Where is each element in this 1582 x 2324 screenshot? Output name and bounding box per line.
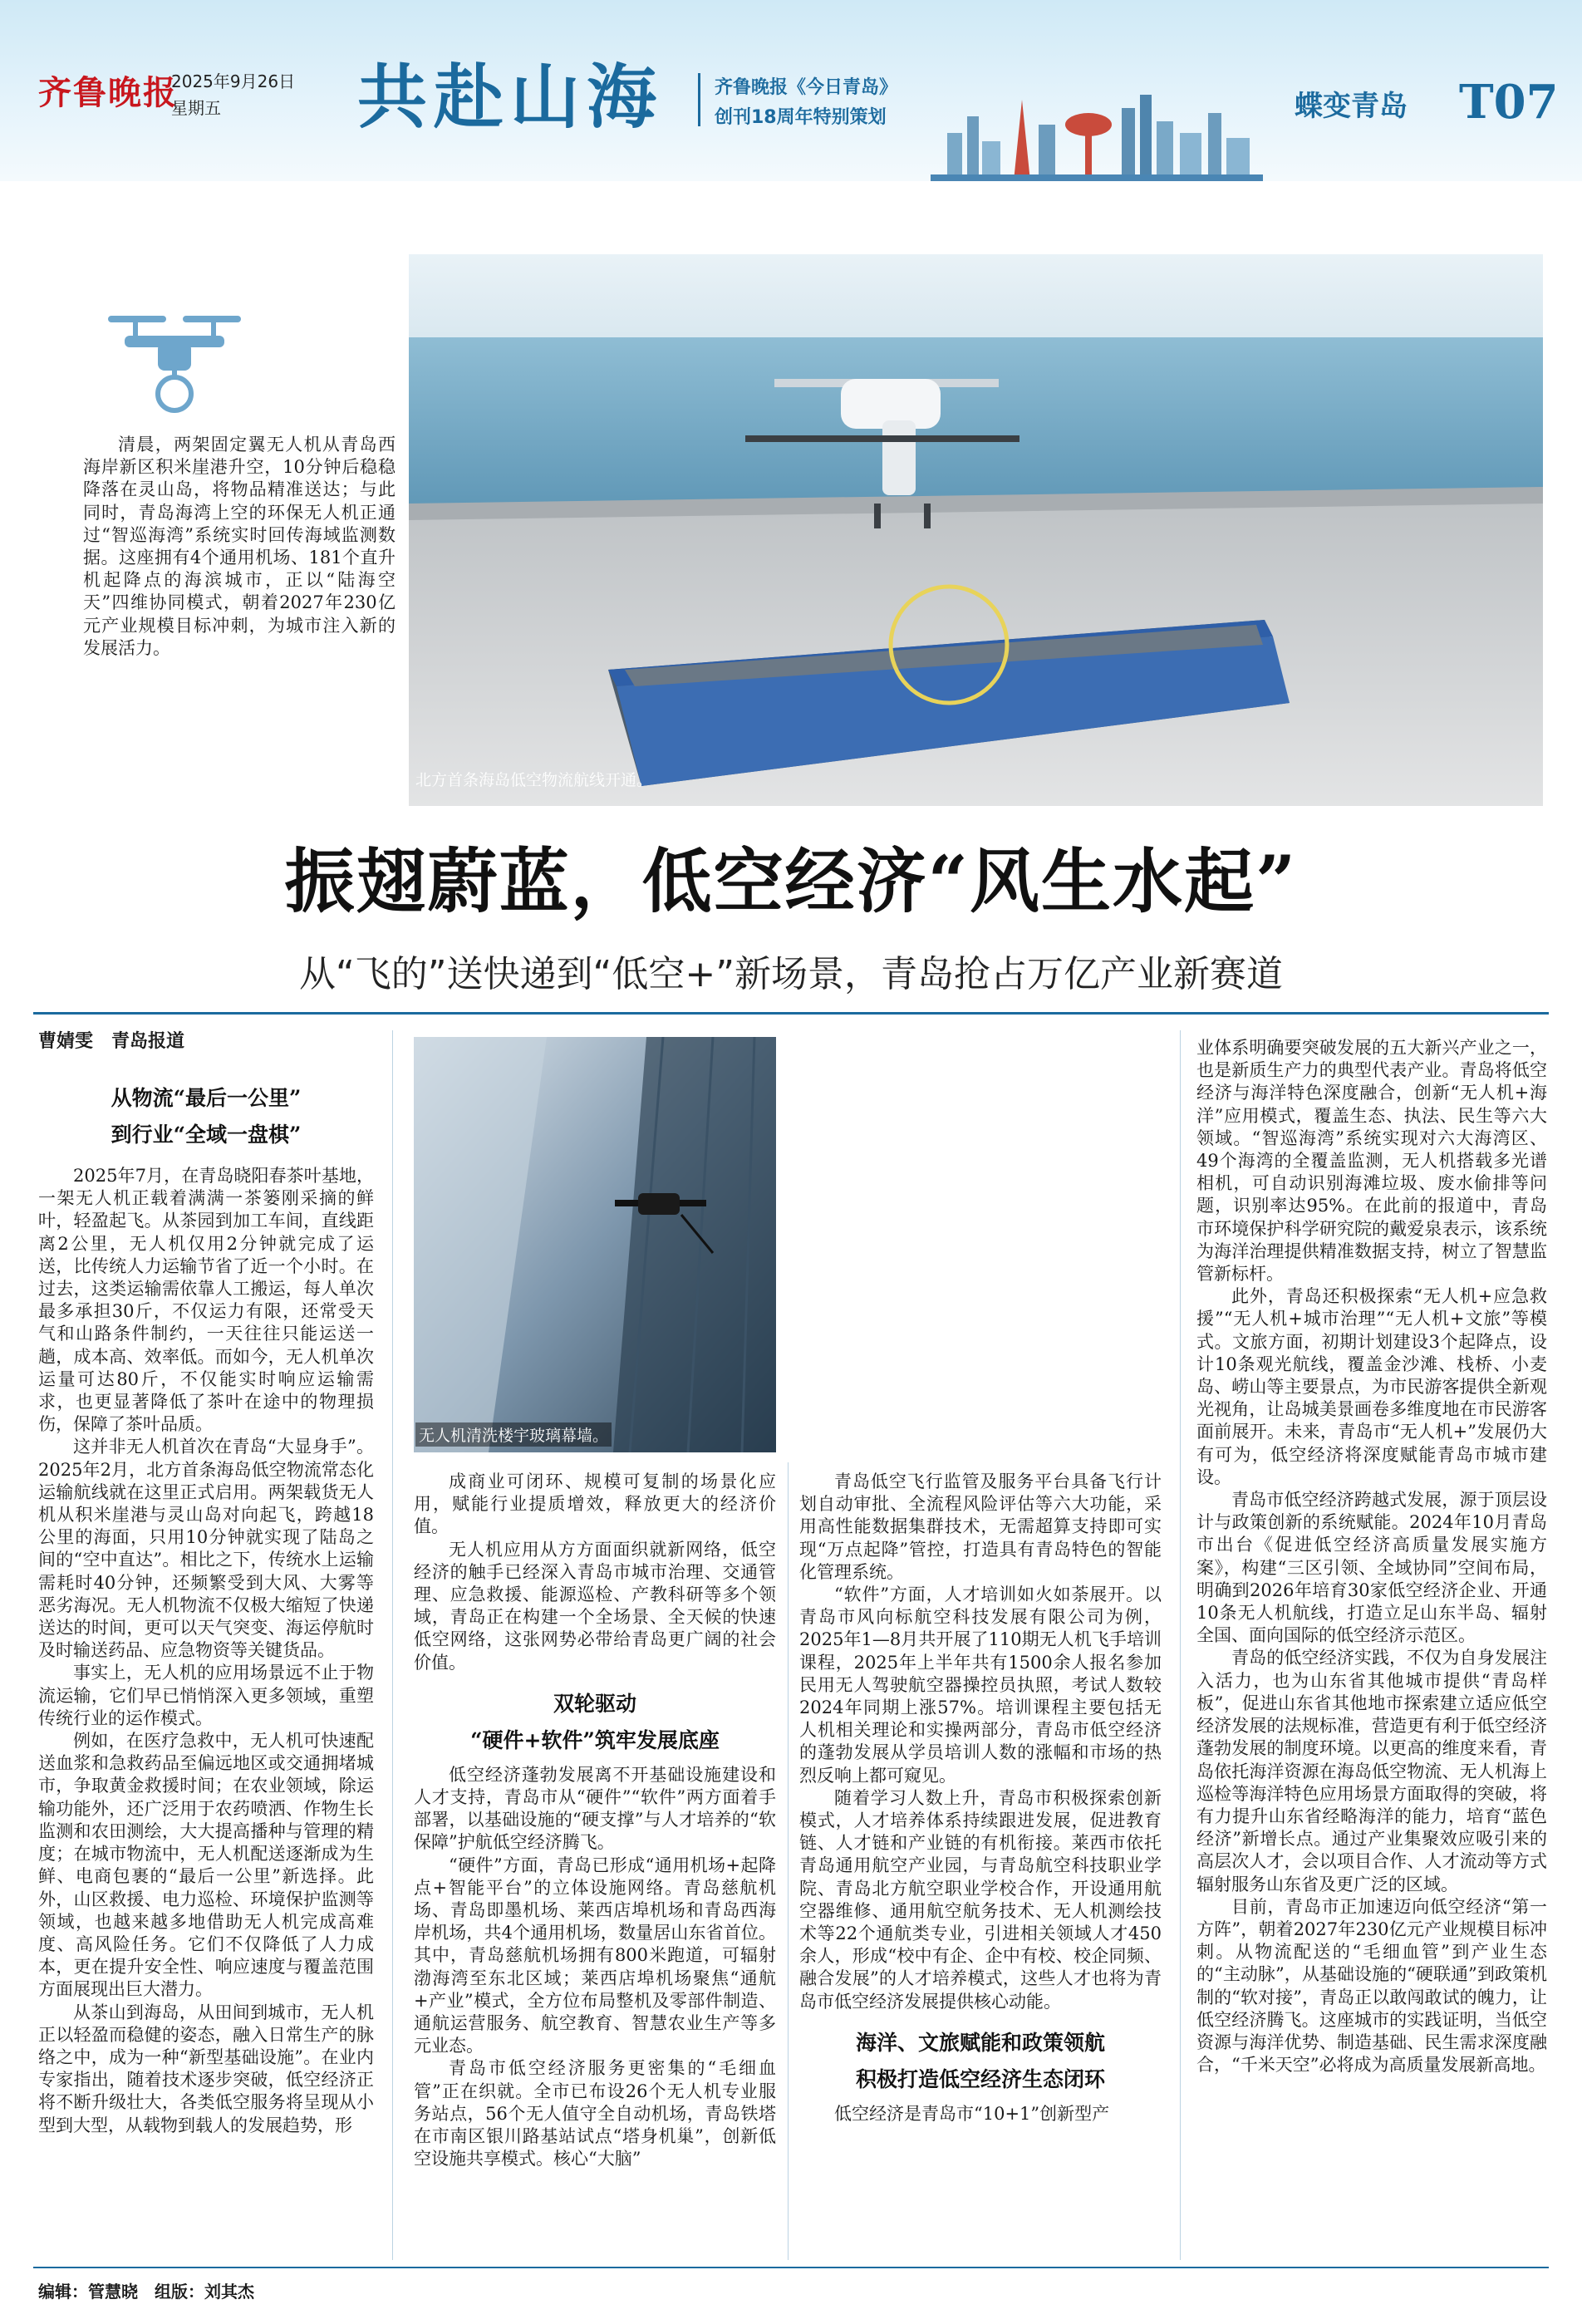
section-heading-1: [38, 1080, 374, 1153]
section-heading-2-line1: 双轮驱动: [553, 1691, 636, 1716]
section-heading-3-line1: 海洋、文旅赋能和政策领航: [855, 2030, 1105, 2055]
masthead-subtitle-1: 齐鲁晚报《今日青岛》: [715, 77, 898, 98]
issue-date: 2025年9月26日: [171, 71, 296, 91]
section-heading-1-line1: 从物流“最后一公里”: [111, 1086, 302, 1110]
paragraph: 事实上，无人机的应用场景远不止于物流运输，它们早已悄悄深入更多领域，重塑传统行业的运作模式。: [38, 1663, 374, 1728]
section-heading-3-line2: 积极打造低空经济生态闭环: [855, 2066, 1105, 2091]
building-cleaning-photo: [414, 1037, 776, 1452]
hero-photo: [409, 254, 1543, 806]
paragraph: 从茶山到海岛，从田间到城市，无人机正以轻盈而稳健的姿态，融入日常生产的脉络之中，成为一种“新型基础设施”。在业内专家指出，随着技术逐步突破，低空经济正将不断升级壮大，各类低空服务将呈现从小型到大型，从载物到载人的发展趋势，形: [38, 2002, 374, 2135]
column-divider: [1180, 1030, 1181, 2260]
paragraph: 低空经济蓬勃发展离不开基础设施建设和人才支持，青岛市从“硬件”“软件”两方面着手部署，以基础设施的“硬支撑”与人才培养的“软保障”护航低空经济腾飞。: [414, 1764, 776, 1853]
masthead-divider: [698, 73, 700, 126]
subheadline: 从“飞的”送快递到“低空+”新场景，青岛抢占万亿产业新赛道: [298, 953, 1284, 995]
headline: 振翅蔚蓝，低空经济“风生水起”: [284, 840, 1298, 922]
issue-weekday: 星期五: [171, 98, 221, 118]
paragraph: 青岛市低空经济服务更密集的“毛细血管”正在织就。全市已布设26个无人机专业服务站点，56个无人值守全自动机场，青岛铁塔在市南区银川路基站试点“塔身机巢”，创新低空设施共享模式。核心“大脑”: [414, 2058, 776, 2169]
paragraph: 成商业可闭环、规模可复制的场景化应用，赋能行业提质增效，释放更大的经济价值。: [414, 1472, 776, 1537]
column-1: [38, 1165, 374, 2137]
column-2: [414, 1471, 776, 2170]
section-heading-1-line2: 到行业“全域一盘棋”: [111, 1123, 302, 1147]
paragraph: 青岛市低空经济跨越式发展，源于顶层设计与政策创新的系统赋能。2024年10月青岛市出台《促进低空经济高质量发展实施方案》，构建“三区引领、全域协同”空间布局，明确到2026年培育30家低空经济企业、开通10条无人机航线，打造立足山东半岛、辐射全国、面向国际的低空经济示范区。: [1196, 1490, 1547, 1646]
page-number: T07: [1459, 75, 1559, 130]
byline: 曹婧雯 青岛报道: [38, 1031, 185, 1052]
headline-rule: [33, 1012, 1549, 1015]
section-name: 蝶变青岛: [1295, 90, 1408, 123]
newspaper-logo: 齐鲁晚报: [38, 73, 178, 112]
hero-caption: 北方首条海岛低空物流航线开通。: [415, 771, 653, 789]
paragraph: “硬件”方面，青岛已形成“通用机场+起降点+智能平台”的立体设施网络。青岛慈航机场、青岛即墨机场、莱西店埠机场和青岛西海岸机场，共4个通用机场，数量居山东省首位。其中，青岛慈航机场拥有800米跑道，可辐射渤海湾至东北区域；莱西店埠机场聚焦“通航+产业”模式，全方位布局整机及零部件制造、通航运营服务、航空教育、智慧农业生产等多元业态。: [414, 1855, 776, 2056]
special-feature-title: 共赴山海: [357, 56, 664, 138]
masthead-subtitle-2: 创刊18周年特别策划: [715, 107, 887, 128]
glass-facade-drone-image: [414, 1037, 776, 1452]
paragraph: 随着学习人数上升，青岛市积极探索创新模式，人才培养体系持续跟进发展，促进教育链、人才链和产业链的有机衔接。莱西市依托青岛通用航空产业园，与青岛航空科技职业学院、青岛北方航空职业学校合作，开设通用航空器维修、通用航空航务技术、无人机测绘技术等22个通航类专业，引进相关领域人才450余人，形成“校中有企、企中有校、校企同频、融合发展”的人才培养模式，这些人才也将为青岛市低空经济发展提供核心动能。: [799, 1787, 1162, 2012]
editor-credits: 编辑：管慧晓 组版：刘其杰: [38, 2282, 254, 2302]
paragraph: 例如，在医疗急救中，无人机可快速配送血浆和急救药品至偏远地区或交通拥堵城市，争取黄金救援时间；在农业领域，除运输功能外，还广泛用于农药喷洒、作物生长监测和农田测绘，大大提高播种与管理的精度；在城市物流中，无人机配送逐渐成为生鲜、电商包裹的“最后一公里”新选择。此外，山区救援、电力巡检、环境保护监测等领域，也越来越多地借助无人机完成高难度、高风险任务。它们不仅降低了人力成本，更在提升安全性、响应速度与覆盖范围方面展现出巨大潜力。: [38, 1731, 374, 2000]
photo2-caption: 无人机清洗楼宇玻璃幕墙。: [415, 1422, 612, 1447]
helipad-drone-photo: [409, 254, 1543, 806]
city-skyline-illustration: [931, 83, 1263, 181]
paragraph: 这并非无人机首次在青岛“大显身手”。2025年2月，北方首条海岛低空物流常态化运输航线就在这里正式启用。两架载货无人机从积米崖港与灵山岛对向起飞，跨越18公里的海面，只用10分钟就实现了陆岛之间的“空中直达”。相比之下，传统水上运输需耗时40分钟，还频繁受到大风、大雾等恶劣海况。无人机物流不仅极大缩短了快递送达的时间，更可以天气突变、海运停航时及时输送药品、应急物资等关键货品。: [38, 1437, 374, 1661]
paragraph: 低空经济是青岛市“10+1”创新型产: [834, 2103, 1110, 2124]
paragraph: 此外，青岛还积极探索“无人机+应急救援”“无人机+城市治理”“无人机+文旅”等模式。文旅方面，初期计划建设3个起降点，设计10条观光航线，覆盖金沙滩、栈桥、小麦岛、崂山等主要景点，为市民游客提供全新观光视角，让岛城美景画卷多维度地在市民游客面前展开。未来，青岛市“无人机+”发展仍大有可为，低空经济将深度赋能青岛市城市建设。: [1196, 1286, 1547, 1487]
column-3: [799, 1471, 1162, 2125]
footer-rule: [33, 2267, 1549, 2268]
paragraph: 2025年7月，在青岛晓阳春茶叶基地，一架无人机正载着满满一茶篓刚采摘的鲜叶，轻盈起飞。从茶园到加工车间，直线距离2公里，无人机仅用2分钟就完成了运送，比传统人力运输节省了近一个小时。在过去，这类运输需依靠人工搬运，每人单次最多承担30斤，不仅运力有限，还常受天气和山路条件制约，一天往往只能运送一趟，成本高、效率低。而如今，无人机单次运量可达80斤，不仅能实时响应运输需求，也更显著降低了茶叶在途中的物理损伤，保障了茶叶品质。: [38, 1166, 374, 1435]
section-heading-2-line2: “硬件+软件”筑牢发展底座: [470, 1727, 720, 1752]
paragraph: 无人机应用从方方面面织就新网络，低空经济的触手已经深入青岛市城市治理、交通管理、应急救援、能源巡检、产教科研等多个领域，青岛正在构建一个全场景、全天候的快速低空网络，这张网势必带给青岛更广阔的社会价值。: [414, 1539, 776, 1673]
paragraph: 青岛的低空经济实践，不仅为自身发展注入活力，也为山东省其他城市提供“青岛样板”，促进山东省其他地市探索建立适应低空经济发展的法规标准，营造更有利于低空经济蓬勃发展的制度环境。以更高的维度来看，青岛依托海洋资源在海岛低空物流、无人机海上巡检等海洋特色应用场景方面取得的突破，将有力提升山东省经略海洋的能力，培育“蓝色经济”新增长点。通过产业集聚效应吸引来的高层次人才，会以项目合作、人才流动等方式辐射服务山东省及更广泛的区域。: [1196, 1648, 1547, 1894]
paragraph: 青岛低空飞行监管及服务平台具备飞行计划自动审批、全流程风险评估等六大功能，采用高性能数据集群技术，无需超算支持即可实现“万点起降”管控，打造具有青岛特色的智能化管理系统。: [799, 1472, 1162, 1582]
paragraph: 业体系明确要突破发展的五大新兴产业之一，也是新质生产力的典型代表产业。青岛将低空经济与海洋特色深度融合，创新“无人机+海洋”应用模式，覆盖生态、执法、民生等六大领域。“智巡海湾”系统实现对六大海湾区、49个海湾的全覆盖监测，无人机搭载多光谱相机，可自动识别海滩垃圾、废水偷排等问题，识别率达95%。在此前的报道中，青岛市环境保护科学研究院的戴爱泉表示，该系统为海洋治理提供精准数据支持，树立了智慧监管新标杆。: [1196, 1038, 1547, 1285]
column-divider: [392, 1030, 393, 2260]
column-4: [1196, 1037, 1547, 2076]
intro-paragraph: 清晨，两架固定翼无人机从青岛西海岸新区积米崖港升空，10分钟后稳稳降落在灵山岛，将物品精准送达；与此同时，青岛海湾上空的环保无人机正通过“智巡海湾”系统实时回传海域监测数据。这座拥有4个通用机场、181个直升机起降点的海滨城市，正以“陆海空天”四维协同模式，朝着2027年230亿元产业规模目标冲刺，为城市注入新的发展活力。: [83, 435, 396, 658]
paragraph: 目前，青岛市正加速迈向低空经济“第一方阵”，朝着2027年230亿元产业规模目标冲刺。从物流配送的“毛细血管”到产业生态的“主动脉”，从基础设施的“硬联通”到政策机制的“软对接”，青岛正以敢闯敢试的魄力，让低空经济腾飞。这座城市的实践证明，当低空资源与海洋优势、制造基础、民生需求深度融合，“千米天空”必将成为高质量发展新高地。: [1196, 1896, 1547, 2076]
column-divider: [788, 1462, 789, 2260]
paragraph: “软件”方面，人才培训如火如荼展开。以青岛市风向标航空科技发展有限公司为例，2025年1—8月共开展了110期无人机飞手培训课程，2025年上半年共有1500余人报名参加民用无人驾驶航空器操控员执照，考试人数较2024年同期上涨57%。培训课程主要包括无人机相关理论和实操两部分，青岛市低空经济的蓬勃发展从学员培训人数的涨幅和市场的热烈反响上都可窥见。: [799, 1585, 1162, 1786]
drone-icon: [91, 291, 258, 424]
